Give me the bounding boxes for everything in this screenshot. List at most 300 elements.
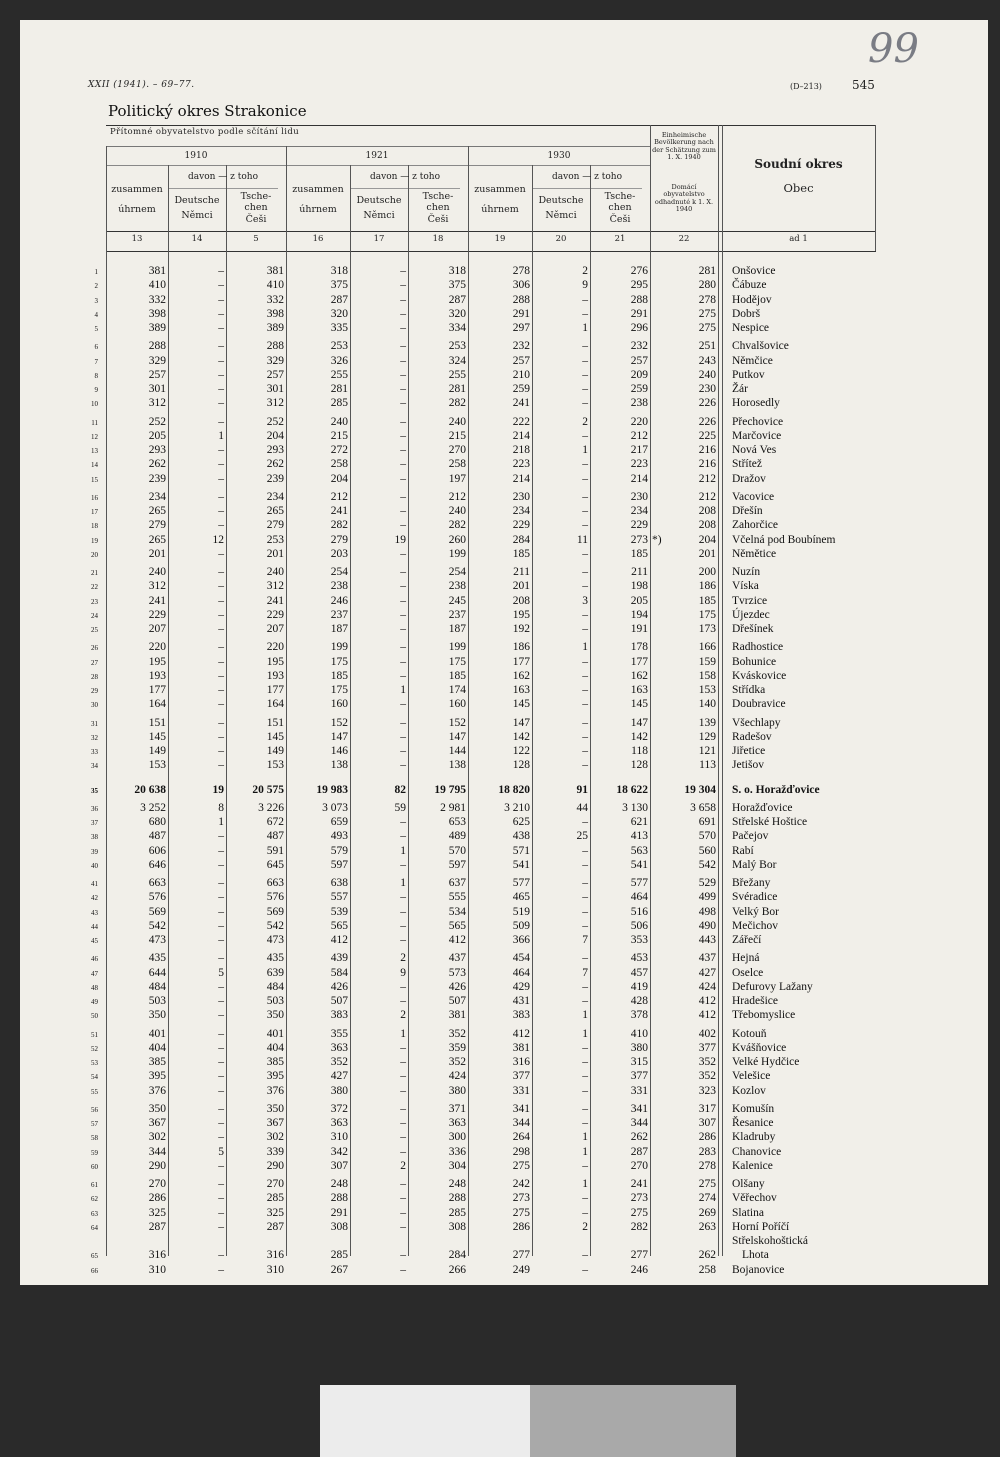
cell-municipality: Střelské Hoštice — [732, 816, 808, 828]
cell-1910-german: – — [218, 1027, 224, 1040]
cell-1930-german: – — [582, 655, 588, 668]
cell-municipality: Zahorčice — [732, 519, 778, 532]
cell-1940-estimate: 129 — [698, 730, 716, 743]
table-row — [20, 340, 988, 354]
cell-1921-czech: 253 — [448, 340, 466, 353]
cell-1930-czech: 377 — [630, 1070, 648, 1083]
cell-1921-czech: 565 — [448, 919, 466, 932]
cell-1930-total: 366 — [512, 934, 530, 946]
table-row — [20, 967, 988, 981]
cell-1921-german: – — [400, 265, 406, 277]
table-row — [20, 473, 988, 487]
cell-1910-total: 332 — [148, 293, 166, 306]
cell-1921-czech: 240 — [448, 505, 466, 517]
row-number: 16 — [91, 493, 98, 502]
cell-1930-total: 571 — [512, 844, 530, 857]
cell-1930-german: 1 — [582, 1145, 588, 1158]
cell-municipality: Kváskovice — [732, 669, 787, 682]
cell-municipality: Střelskohoštická — [732, 1235, 809, 1247]
cell-1910-total: 153 — [148, 759, 166, 772]
table-row — [20, 1042, 988, 1056]
cell-1930-czech: 563 — [630, 844, 648, 857]
cell-1940-estimate: 226 — [698, 415, 716, 428]
cell-1921-total: 258 — [330, 458, 348, 471]
row-number: 10 — [91, 400, 98, 409]
cell-1930-total: 275 — [512, 1206, 530, 1219]
table-row — [20, 845, 988, 859]
row-number: 11 — [91, 418, 98, 427]
cell-1930-german: – — [582, 580, 588, 593]
cell-1921-german: – — [400, 368, 406, 381]
row-number: 18 — [91, 522, 98, 531]
cell-1910-total: 376 — [148, 1084, 166, 1097]
cell-1910-german: – — [218, 1102, 224, 1115]
cell-1921-german: – — [400, 458, 406, 471]
cell-1930-total: 288 — [512, 293, 530, 306]
table-row — [20, 383, 988, 397]
cell-1910-total: 151 — [148, 716, 166, 729]
cell-1921-czech: 371 — [448, 1102, 466, 1115]
cell-1910-total: 220 — [148, 641, 166, 654]
cell-1910-total: 301 — [148, 383, 166, 395]
section-code: (D–213) — [790, 82, 822, 91]
cell-1910-total: 20 638 — [134, 783, 166, 796]
cell-1930-czech: 277 — [630, 1249, 648, 1262]
row-number: 38 — [91, 833, 98, 842]
cell-1930-total: 464 — [512, 966, 530, 979]
total-label-de: zusammen — [111, 184, 163, 195]
cell-municipality: Třebomyslice — [732, 1009, 796, 1022]
cell-1930-total: 195 — [512, 608, 530, 621]
table-row — [20, 1117, 988, 1131]
cell-1921-czech: 287 — [448, 293, 466, 306]
cell-1921-czech: 175 — [448, 655, 466, 668]
cell-1910-german: – — [218, 1159, 224, 1172]
cell-1910-total: 262 — [148, 458, 166, 471]
cell-1921-total: 241 — [330, 505, 348, 517]
cell-1910-german: 5 — [218, 1145, 224, 1158]
cell-1910-czech: 20 575 — [252, 783, 284, 796]
cell-1930-german: – — [582, 816, 588, 828]
cell-1910-czech: 395 — [266, 1070, 284, 1083]
cell-1940-estimate: 570 — [698, 830, 716, 843]
table-top-rule — [106, 125, 876, 126]
cell-1921-total: 318 — [330, 265, 348, 277]
cell-1910-german: – — [218, 905, 224, 918]
total-label-cz: úhrnem — [118, 204, 156, 215]
cell-municipality: Kozlov — [732, 1084, 766, 1097]
czech-label-de: Tsche- chen — [240, 191, 272, 213]
year-1930: 1930 — [547, 151, 571, 161]
cell-1930-czech: 577 — [630, 877, 648, 889]
cell-1921-total: 342 — [330, 1145, 348, 1158]
cell-1910-german: – — [218, 340, 224, 353]
cell-1930-german: – — [582, 952, 588, 965]
cell-1921-czech: 248 — [448, 1178, 466, 1190]
cell-1921-german: – — [400, 891, 406, 904]
cell-1930-total: 297 — [512, 322, 530, 334]
cell-1921-total: 288 — [330, 1192, 348, 1205]
cell-1910-czech: 239 — [266, 472, 284, 485]
cell-1940-estimate: 560 — [698, 844, 716, 857]
cell-1910-total: 644 — [148, 966, 166, 979]
cell-1930-german: – — [582, 293, 588, 306]
cell-1921-german: – — [400, 1131, 406, 1144]
cell-1930-czech: 275 — [630, 1206, 648, 1219]
cell-1910-total: 241 — [148, 594, 166, 607]
cell-municipality: Komušín — [732, 1102, 775, 1115]
cell-1930-german: – — [582, 1192, 588, 1205]
cell-1930-czech: 238 — [630, 397, 648, 410]
cell-1921-german: – — [400, 608, 406, 621]
court-district-heading: Soudní okres — [754, 157, 843, 171]
cell-1930-german: – — [582, 623, 588, 635]
cell-1921-czech: 174 — [448, 684, 466, 696]
cell-1940-estimate: 185 — [698, 594, 716, 607]
cell-1910-czech: 270 — [266, 1178, 284, 1190]
cell-1910-total: 389 — [148, 322, 166, 334]
table-row — [20, 1070, 988, 1084]
cell-1921-czech: 363 — [448, 1117, 466, 1129]
cell-1921-total: 493 — [330, 830, 348, 843]
row-number: 42 — [91, 894, 98, 903]
cell-1910-czech: 385 — [266, 1056, 284, 1068]
cell-1921-total: 380 — [330, 1084, 348, 1097]
cell-1940-estimate: 437 — [698, 952, 716, 965]
cell-1921-czech: 308 — [448, 1220, 466, 1233]
cell-1930-czech: 262 — [630, 1131, 648, 1144]
cell-1930-german: – — [582, 1084, 588, 1097]
cell-1930-czech: 621 — [630, 816, 648, 828]
table-row — [20, 1009, 988, 1023]
cell-1930-czech: 380 — [630, 1041, 648, 1054]
cell-municipality: Všechlapy — [732, 716, 781, 729]
cell-1930-czech: 163 — [630, 684, 648, 696]
cell-municipality: Radešov — [732, 730, 772, 743]
cell-1930-czech: 259 — [630, 383, 648, 395]
row-number: 59 — [91, 1148, 98, 1157]
row-number: 54 — [91, 1073, 98, 1082]
cell-1910-czech: 398 — [266, 307, 284, 320]
cell-1940-estimate: 529 — [698, 877, 716, 889]
cell-1930-german: – — [582, 684, 588, 696]
table-row — [20, 1131, 988, 1145]
czech-label-de: Tsche- chen — [422, 191, 454, 213]
cell-1910-total: 279 — [148, 519, 166, 532]
cell-1921-total: 3 073 — [322, 801, 348, 814]
row-number: 21 — [91, 569, 98, 577]
czech-label-cz: Češi — [427, 214, 449, 225]
cell-1921-total: 147 — [330, 730, 348, 743]
cell-1910-czech: 240 — [266, 566, 284, 578]
cell-1921-german: – — [400, 1041, 406, 1054]
cell-1910-czech: 484 — [266, 980, 284, 993]
cell-1930-czech: 413 — [630, 830, 648, 843]
column-number: 21 — [614, 234, 626, 244]
cell-1930-czech: 246 — [630, 1263, 648, 1276]
cell-1910-total: 381 — [148, 265, 166, 277]
row-number: 50 — [91, 1012, 98, 1021]
row-number: 34 — [91, 762, 98, 771]
cell-1930-german: 44 — [576, 801, 588, 814]
row-number: 29 — [91, 687, 98, 695]
cell-1921-czech: 300 — [448, 1131, 466, 1144]
cell-footnote-mark: *) — [652, 533, 662, 546]
cell-1930-czech: 331 — [630, 1084, 648, 1097]
cell-1921-czech: 199 — [448, 641, 466, 654]
row-number: 39 — [91, 847, 98, 856]
table-row — [20, 802, 988, 816]
cell-municipality: Svéradice — [732, 891, 778, 904]
cell-1930-czech: 220 — [630, 415, 648, 428]
cell-1910-german: – — [218, 415, 224, 428]
cell-1910-german: – — [218, 1117, 224, 1129]
row-number: 63 — [91, 1209, 98, 1218]
cell-1921-german: – — [400, 655, 406, 668]
census-table — [20, 20, 988, 1285]
row-number: 22 — [91, 583, 98, 592]
cell-1910-german: – — [218, 490, 224, 503]
cell-municipality: Marčovice — [732, 429, 782, 442]
cell-1921-czech: 281 — [448, 383, 466, 395]
cell-1910-total: 410 — [148, 279, 166, 292]
cell-1921-total: 212 — [330, 490, 348, 503]
cell-1910-german: – — [218, 397, 224, 410]
cell-municipality: Nuzín — [732, 566, 761, 578]
cell-municipality: Žár — [732, 383, 748, 395]
cell-1930-czech: 273 — [630, 533, 648, 546]
cell-1921-total: 160 — [330, 698, 348, 711]
cell-1910-german: – — [218, 730, 224, 743]
cell-1921-german: – — [400, 1192, 406, 1205]
table-row — [20, 491, 988, 505]
cell-1930-total: 509 — [512, 919, 530, 932]
cell-1930-total: 142 — [512, 730, 530, 743]
cell-1910-czech: 542 — [266, 919, 284, 932]
cell-1910-total: 240 — [148, 566, 166, 578]
cell-1910-czech: 639 — [266, 966, 284, 979]
row-number: 53 — [91, 1059, 98, 1067]
cell-1910-german: – — [218, 995, 224, 1007]
cell-1910-total: 395 — [148, 1070, 166, 1083]
estimate-label-de: Einheimische Bevölkerung nach der Schätzung zum 1. X. 1940 — [652, 131, 716, 162]
cell-1930-total: 429 — [512, 980, 530, 993]
cell-1910-german: – — [218, 547, 224, 560]
cell-municipality: Bojanovice — [732, 1263, 785, 1276]
cell-1930-total: 316 — [512, 1056, 530, 1068]
cell-1930-german: 1 — [582, 1027, 588, 1040]
cell-1921-german: – — [400, 519, 406, 532]
cell-municipality: Hradešice — [732, 995, 778, 1007]
cell-1930-czech: 296 — [630, 322, 648, 334]
cell-1940-estimate: 262 — [698, 1249, 716, 1262]
cell-municipality: Pačejov — [732, 830, 769, 843]
cell-1921-czech: 489 — [448, 830, 466, 843]
cell-1921-total: 152 — [330, 716, 348, 729]
cell-1910-czech: 265 — [266, 505, 284, 517]
cell-1930-total: 519 — [512, 905, 530, 918]
cell-1910-german: – — [218, 1084, 224, 1097]
cell-1930-german: – — [582, 1041, 588, 1054]
cell-1921-czech: 352 — [448, 1056, 466, 1068]
year-row-rule — [106, 165, 650, 166]
cell-1910-german: – — [218, 265, 224, 277]
cell-1930-german: – — [582, 383, 588, 395]
cell-1930-czech: 257 — [630, 354, 648, 367]
row-number: 44 — [91, 922, 98, 931]
cell-municipality: Velešice — [732, 1070, 771, 1083]
table-row — [20, 355, 988, 369]
table-row — [20, 698, 988, 712]
row-number: 40 — [91, 861, 98, 870]
cell-1910-czech: 220 — [266, 641, 284, 654]
cell-1910-czech: 401 — [266, 1027, 284, 1040]
cell-1910-czech: 204 — [266, 429, 284, 442]
cell-1930-total: 273 — [512, 1192, 530, 1205]
cell-1910-czech: 279 — [266, 519, 284, 532]
cell-1940-estimate: 230 — [698, 383, 716, 395]
cell-municipality: Němětice — [732, 547, 777, 560]
cell-1930-total: 278 — [512, 265, 530, 277]
cell-1921-czech: 352 — [448, 1027, 466, 1040]
cell-1921-total: 375 — [330, 279, 348, 292]
cell-1921-total: 199 — [330, 641, 348, 654]
cell-1930-czech: 214 — [630, 472, 648, 485]
cell-1921-czech: 570 — [448, 844, 466, 857]
cell-1930-total: 431 — [512, 995, 530, 1007]
cell-1910-total: 646 — [148, 858, 166, 871]
total-label-cz: úhrnem — [299, 204, 337, 215]
cell-1940-estimate: 216 — [698, 458, 716, 471]
cell-municipality: Střídka — [732, 684, 766, 696]
cell-1910-german: 12 — [212, 533, 224, 546]
cell-1930-german: – — [582, 995, 588, 1007]
column-number: 16 — [312, 234, 324, 244]
cell-1930-total: 3 210 — [504, 801, 530, 814]
row-number: 64 — [91, 1223, 98, 1232]
cell-1930-total: 230 — [512, 490, 530, 503]
cell-1921-total: 539 — [330, 905, 348, 918]
german-label-de: Deutsche — [174, 195, 220, 206]
row-number: 57 — [91, 1120, 98, 1128]
cell-1910-czech: 293 — [266, 444, 284, 456]
column-number: ad 1 — [789, 234, 808, 244]
cell-1921-czech: 266 — [448, 1263, 466, 1276]
row-number: 65 — [91, 1252, 98, 1261]
cell-1930-german: – — [582, 1102, 588, 1115]
table-row — [20, 670, 988, 684]
cell-1940-estimate: 498 — [698, 905, 716, 918]
cell-1930-total: 208 — [512, 594, 530, 607]
page-title: Politický okres Strakonice — [108, 102, 307, 120]
cell-1930-total: 145 — [512, 698, 530, 711]
cell-municipality: Olšany — [732, 1178, 765, 1190]
cell-municipality: Hodějov — [732, 293, 772, 306]
cell-1940-estimate: 208 — [698, 519, 716, 532]
cell-municipality: Újezdec — [732, 608, 770, 621]
cell-1930-total: 412 — [512, 1027, 530, 1040]
row-number: 43 — [91, 908, 98, 917]
cell-1921-german: – — [400, 830, 406, 843]
cell-1921-german: – — [400, 858, 406, 871]
cell-1910-total: 290 — [148, 1159, 166, 1172]
cell-1910-total: 234 — [148, 490, 166, 503]
cell-1921-total: 579 — [330, 844, 348, 857]
cell-1930-total: 229 — [512, 519, 530, 532]
cell-1910-czech: 576 — [266, 891, 284, 904]
cell-1910-czech: 310 — [266, 1263, 284, 1276]
cell-1921-german: 2 — [400, 952, 406, 965]
cell-1930-czech: 142 — [630, 730, 648, 743]
cell-1940-estimate: 140 — [698, 698, 716, 711]
cell-1910-german: – — [218, 684, 224, 696]
cell-1921-german: – — [400, 995, 406, 1007]
cell-1910-total: 569 — [148, 905, 166, 918]
table-row — [20, 1085, 988, 1099]
table-row — [20, 1192, 988, 1206]
row-number: 52 — [91, 1044, 98, 1053]
cell-1921-german: – — [400, 1070, 406, 1083]
cell-1910-total: 503 — [148, 995, 166, 1007]
cell-municipality: Víska — [732, 580, 759, 593]
davon-rule-1910 — [168, 188, 278, 189]
cell-1910-german: – — [218, 566, 224, 578]
cell-1930-german: – — [582, 490, 588, 503]
cell-1910-czech: 164 — [266, 698, 284, 711]
cell-1921-czech: 260 — [448, 533, 466, 546]
cell-1910-total: 680 — [148, 816, 166, 828]
cell-1930-total: 298 — [512, 1145, 530, 1158]
cell-1930-total: 249 — [512, 1263, 530, 1276]
cell-1940-estimate: 175 — [698, 608, 716, 621]
cell-1921-german: – — [400, 730, 406, 743]
cell-1930-total: 210 — [512, 368, 530, 381]
cell-1930-total: 177 — [512, 655, 530, 668]
row-number: 36 — [91, 804, 98, 813]
cell-1910-czech: 389 — [266, 322, 284, 334]
row-number: 23 — [91, 597, 98, 606]
cell-municipality: Horažďovice — [732, 801, 793, 814]
cell-1921-total: 246 — [330, 594, 348, 607]
cell-1940-estimate: 159 — [698, 655, 716, 668]
cell-1921-total: 237 — [330, 608, 348, 621]
cell-1921-total: 427 — [330, 1070, 348, 1083]
cell-1921-german: – — [400, 340, 406, 353]
cell-1930-german: 1 — [582, 641, 588, 654]
scan-calibration-strip — [320, 1385, 736, 1457]
cell-1921-german: 1 — [400, 844, 406, 857]
cell-1921-czech: 534 — [448, 905, 466, 918]
cell-1910-total: 239 — [148, 472, 166, 485]
cell-1910-german: – — [218, 952, 224, 965]
cell-1921-german: 59 — [394, 801, 406, 814]
cell-1910-german: – — [218, 1206, 224, 1219]
calibration-patch-gray — [530, 1385, 736, 1457]
row-number: 61 — [91, 1181, 98, 1189]
cell-1930-german: – — [582, 566, 588, 578]
cell-1910-german: – — [218, 1131, 224, 1144]
cell-1921-german: – — [400, 1056, 406, 1068]
table-row — [20, 609, 988, 623]
row-number: 7 — [94, 357, 98, 366]
czech-label-cz: Češi — [609, 214, 631, 225]
cell-1910-czech: 201 — [266, 547, 284, 560]
cell-1910-german: – — [218, 1220, 224, 1233]
cell-1910-total: 325 — [148, 1206, 166, 1219]
cell-municipality: Malý Bor — [732, 858, 777, 871]
total-label-cz: úhrnem — [481, 204, 519, 215]
table-row — [20, 548, 988, 562]
